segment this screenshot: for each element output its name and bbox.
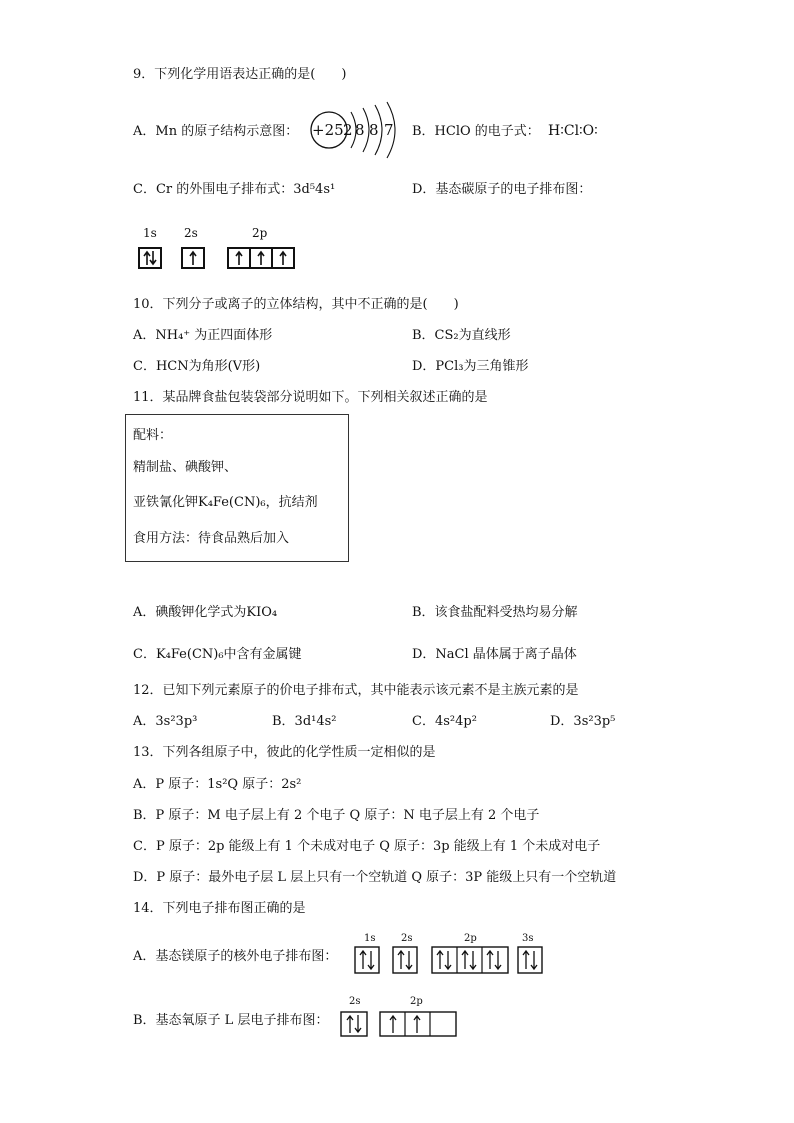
q9-option-c: C．Cr 的外围电子排布式：3d⁵4s¹	[133, 182, 336, 197]
q12-option-d: D．3s²3p⁵	[550, 714, 616, 729]
orbital-box-2p-1	[227, 247, 251, 269]
q13-stem: 13．下列各组原子中，彼此的化学性质一定相似的是	[133, 745, 436, 760]
q13-option-d: D．P 原子：最外电子层 L 层上只有一个空轨道 Q 原子：3P 能级上只有一个空轨道	[133, 870, 617, 885]
q11-option-b: B．该食盐配料受热均易分解	[412, 605, 578, 620]
q12-option-a: A．3s²3p³	[133, 714, 198, 729]
orbital-box-2p-3	[271, 247, 295, 269]
orbital-box-1s	[138, 247, 162, 269]
arrow-up-icon	[273, 249, 293, 267]
shell-1: 2	[343, 121, 353, 139]
mg-orbital-boxes	[355, 947, 555, 977]
q11-option-a: A．碘酸钾化学式为KIO₄	[133, 605, 278, 620]
arrow-up-icon	[251, 249, 271, 267]
label-1s: 1s	[143, 226, 157, 240]
q10-option-c: C．HCN为角形(V形)	[133, 359, 261, 374]
orbital-box-2p-2	[249, 247, 273, 269]
hclo-electron-formula: H∶Cl∶O∶	[548, 123, 598, 139]
o-orbital-boxes	[341, 1012, 461, 1042]
shell-2: 8	[355, 121, 365, 139]
label-2p: 2p	[252, 226, 268, 240]
q9-stem: 9．下列化学用语表达正确的是( )	[133, 67, 347, 82]
o-label-2p: 2p	[410, 996, 423, 1007]
q11-option-d: D．NaCl 晶体属于离子晶体	[412, 647, 577, 662]
shell-3: 8	[369, 121, 379, 139]
nucleus-charge: +25	[312, 121, 344, 139]
shell-4: 7	[384, 121, 394, 139]
o-label-2s: 2s	[349, 996, 361, 1007]
label-2s: 2s	[184, 226, 198, 240]
salt-label-line-1: 配料：	[133, 428, 173, 443]
q12-option-c: C．4s²4p²	[412, 714, 477, 729]
q12-stem: 12．已知下列元素原子的价电子排布式，其中能表示该元素不是主族元素的是	[133, 683, 579, 698]
arrow-up-icon	[183, 249, 203, 267]
q9-option-d: D．基态碳原子的电子排布图：	[412, 182, 592, 197]
q11-option-c: C．K₄Fe(CN)₆中含有金属键	[133, 647, 302, 662]
salt-label-line-4: 食用方法：待食品熟后加入	[133, 531, 290, 546]
mg-label-3s: 3s	[522, 933, 534, 944]
q11-stem: 11．某品牌食盐包装袋部分说明如下。下列相关叙述正确的是	[133, 390, 488, 405]
q9-option-b: B．HClO 的电子式：	[412, 124, 540, 139]
orbital-box-2s	[181, 247, 205, 269]
q13-option-b: B．P 原子：M 电子层上有 2 个电子 Q 原子：N 电子层上有 2 个电子	[133, 808, 540, 823]
arrow-up-icon	[229, 249, 249, 267]
mg-label-1s: 1s	[364, 933, 376, 944]
arrow-pair-icon	[140, 249, 160, 267]
salt-label-line-2: 精制盐、碘酸钾、	[133, 460, 238, 475]
salt-label-line-3: 亚铁氰化钾K₄Fe(CN)₆，抗结剂	[133, 495, 318, 510]
q9-option-a: A．Mn 的原子结构示意图：	[133, 124, 299, 139]
q14-stem: 14．下列电子排布图正确的是	[133, 901, 306, 916]
q14-option-a: A．基态镁原子的核外电子排布图：	[133, 949, 338, 964]
q12-option-b: B．3d¹4s²	[272, 714, 337, 729]
q14-option-b: B．基态氧原子 L 层电子排布图：	[133, 1013, 329, 1028]
mg-label-2s: 2s	[401, 933, 413, 944]
q13-option-a: A．P 原子：1s²Q 原子：2s²	[133, 777, 302, 792]
q10-option-d: D．PCl₃为三角锥形	[412, 359, 529, 374]
q10-stem: 10．下列分子或离子的立体结构，其中不正确的是( )	[133, 297, 459, 312]
q10-option-a: A．NH₄⁺ 为正四面体形	[133, 328, 273, 343]
mg-label-2p: 2p	[464, 933, 477, 944]
q13-option-c: C．P 原子：2p 能级上有 1 个未成对电子 Q 原子：3p 能级上有 1 个未成对电子	[133, 839, 601, 854]
q10-option-b: B．CS₂为直线形	[412, 328, 511, 343]
